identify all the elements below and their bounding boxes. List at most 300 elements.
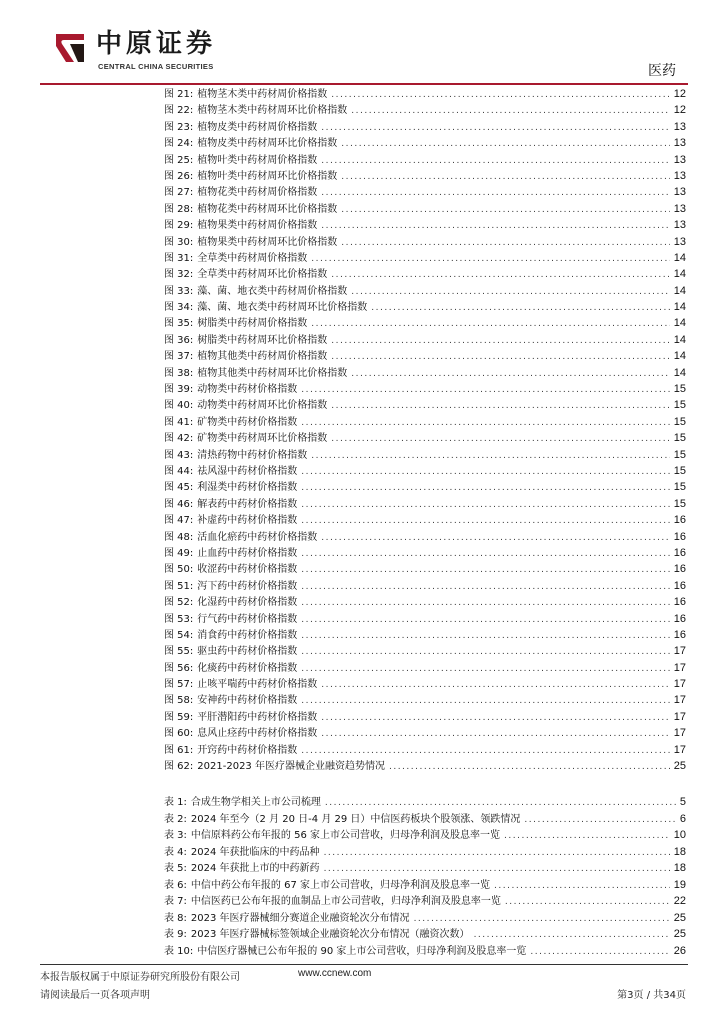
toc-entry-title: 行气药中药材价格指数 bbox=[197, 613, 298, 625]
toc-entry-number: 图 46: bbox=[164, 498, 194, 510]
toc-entry-page: 6 bbox=[679, 812, 686, 825]
toc-entry-page: 22 bbox=[673, 895, 686, 907]
toc-leader-dots bbox=[530, 944, 669, 960]
toc-entry-label bbox=[164, 431, 327, 446]
toc-entry-label bbox=[164, 795, 321, 811]
toc-entry-title: 中信原料药公布年报的 56 家上市公司营收，归母净利润及股息率一览 bbox=[190, 830, 501, 841]
toc-entry-page: 13 bbox=[673, 235, 686, 248]
toc-entry-label bbox=[164, 120, 317, 135]
toc-entry-page: 13 bbox=[673, 137, 686, 150]
toc-entry-label bbox=[164, 612, 297, 627]
toc-entry-page: 16 bbox=[673, 546, 686, 559]
toc-entry[interactable] bbox=[164, 414, 686, 430]
toc-entry-number: 图 22: bbox=[164, 105, 194, 117]
company-logo-icon bbox=[52, 30, 88, 66]
toc-entry-title: 2023 年医疗器械细分赛道企业融资轮次分布情况 bbox=[190, 912, 410, 924]
toc-entry-page: 14 bbox=[673, 268, 686, 281]
toc-entry-title: 开窍药中药材价格指数 bbox=[197, 744, 298, 756]
toc-leader-dots bbox=[301, 464, 669, 479]
toc-entry-page: 15 bbox=[673, 464, 686, 477]
toc-entry-label bbox=[164, 382, 297, 397]
toc-entry-number: 图 36: bbox=[164, 334, 194, 346]
toc-entry-page: 17 bbox=[673, 743, 686, 756]
toc-entry[interactable] bbox=[164, 184, 686, 200]
toc-leader-dots bbox=[311, 448, 669, 463]
toc-entry[interactable] bbox=[164, 397, 686, 413]
toc-entry-page: 15 bbox=[673, 448, 686, 461]
toc-entry-number: 图 34: bbox=[164, 302, 194, 314]
toc-entry-page: 18 bbox=[673, 845, 686, 858]
toc-entry-label bbox=[164, 546, 297, 561]
toc-entry-page: 14 bbox=[673, 317, 686, 330]
toc-entry-label bbox=[164, 828, 500, 844]
toc-entry-page: 14 bbox=[673, 350, 686, 363]
toc-entry-label bbox=[164, 812, 520, 828]
toc-leader-dots bbox=[341, 235, 669, 250]
toc-leader-dots bbox=[301, 661, 669, 676]
toc-entry-number: 图 27: bbox=[164, 187, 194, 199]
toc-entry-label bbox=[164, 284, 347, 299]
toc-entry-number: 图 21: bbox=[164, 89, 194, 100]
toc-entry-label bbox=[164, 185, 317, 200]
toc-entry[interactable] bbox=[164, 611, 686, 627]
toc-entry-title: 全草类中药材周价格指数 bbox=[197, 252, 308, 264]
toc-entry-page: 16 bbox=[673, 514, 686, 527]
toc-entry-title: 中信医药已公布年报的血制品上市公司营收，归母净利润及股息率一览 bbox=[190, 896, 501, 907]
toc-entry-number: 图 24: bbox=[164, 138, 194, 150]
toc-leader-dots bbox=[414, 911, 670, 927]
toc-entry-title: 祛风湿中药材价格指数 bbox=[197, 465, 298, 477]
toc-entry-title: 2024 年获批临床的中药品种 bbox=[190, 846, 320, 858]
toc-entry-label bbox=[164, 595, 297, 610]
toc-entry[interactable] bbox=[164, 725, 686, 741]
toc-entry-title: 2024 年至今（2 月 20 日-4 月 29 日）中信医药板块个股领涨、领跌情况 bbox=[190, 813, 521, 825]
toc-entry[interactable] bbox=[164, 594, 686, 610]
toc-entry-page: 15 bbox=[673, 497, 686, 510]
toc-entry-number: 图 31: bbox=[164, 252, 194, 264]
toc-entry-label bbox=[164, 911, 410, 927]
toc-entry-title: 平肝潜阳药中药材价格指数 bbox=[197, 711, 318, 723]
toc-entry[interactable] bbox=[164, 860, 686, 877]
toc-entry[interactable] bbox=[164, 119, 686, 135]
toc-entry[interactable] bbox=[164, 250, 686, 266]
toc-entry[interactable] bbox=[164, 463, 686, 479]
toc-entry-page: 14 bbox=[673, 366, 686, 379]
toc-entry-number: 图 28: bbox=[164, 203, 194, 215]
toc-entry-label bbox=[164, 480, 297, 495]
toc-entry-label bbox=[164, 726, 317, 741]
toc-entry-label bbox=[164, 878, 490, 894]
toc-leader-dots bbox=[341, 136, 669, 151]
toc-entry[interactable] bbox=[164, 692, 686, 708]
toc-leader-dots bbox=[301, 415, 669, 430]
toc-leader-dots bbox=[504, 828, 670, 844]
toc-entry-page: 17 bbox=[673, 727, 686, 740]
toc-entry-number: 图 29: bbox=[164, 220, 194, 232]
toc-leader-dots bbox=[301, 497, 669, 512]
toc-entry-number: 图 55: bbox=[164, 646, 194, 658]
toc-entry-title: 收涩药中药材价格指数 bbox=[197, 564, 298, 576]
toc-leader-dots bbox=[331, 87, 669, 102]
toc-leader-dots bbox=[341, 202, 669, 217]
toc-entry-label bbox=[164, 628, 297, 643]
figure-index bbox=[164, 86, 686, 774]
toc-entry[interactable] bbox=[164, 844, 686, 861]
toc-entry-label bbox=[164, 153, 317, 168]
toc-entry-label bbox=[164, 743, 297, 758]
toc-leader-dots bbox=[321, 185, 669, 200]
toc-leader-dots bbox=[324, 845, 670, 861]
toc-leader-dots bbox=[301, 743, 669, 758]
toc-entry-title: 树脂类中药材周环比价格指数 bbox=[197, 334, 328, 346]
toc-entry-title: 植物茎木类中药材周价格指数 bbox=[197, 89, 328, 100]
toc-leader-dots bbox=[321, 726, 669, 741]
toc-entry[interactable] bbox=[164, 365, 686, 381]
toc-entry-title: 2021-2023 年医疗器械企业融资趋势情况 bbox=[197, 761, 385, 773]
toc-entry-title: 植物果类中药材周环比价格指数 bbox=[197, 236, 338, 248]
toc-entry[interactable] bbox=[164, 627, 686, 643]
toc-entry-page: 13 bbox=[673, 202, 686, 215]
toc-entry-number: 图 25: bbox=[164, 154, 194, 166]
toc-entry-label bbox=[164, 300, 367, 315]
toc-leader-dots bbox=[301, 595, 669, 610]
footer-page-number: 第3页 / 共34页 bbox=[617, 990, 686, 1001]
toc-entry-title: 矿物类中药材价格指数 bbox=[197, 416, 298, 428]
toc-entry-title: 中信中药公布年报的 67 家上市公司营收，归母净利润及股息率一览 bbox=[190, 879, 491, 891]
toc-entry[interactable] bbox=[164, 299, 686, 315]
toc-leader-dots bbox=[321, 218, 669, 233]
toc-leader-dots bbox=[301, 644, 669, 659]
toc-entry-page: 10 bbox=[673, 829, 686, 841]
toc-entry-page: 13 bbox=[673, 169, 686, 182]
toc-leader-dots bbox=[311, 316, 669, 331]
toc-entry-title: 补虚药中药材价格指数 bbox=[197, 515, 298, 527]
toc-entry-title: 植物其他类中药材周环比价格指数 bbox=[197, 367, 348, 379]
toc-entry-title: 2023 年医疗器械标签领域企业融资轮次分布情况（融资次数） bbox=[190, 929, 470, 940]
toc-entry-label bbox=[164, 235, 337, 250]
toc-entry-number: 图 57: bbox=[164, 679, 194, 691]
toc-entry[interactable] bbox=[164, 811, 686, 828]
toc-entry-page: 14 bbox=[673, 284, 686, 297]
toc-entry-number: 图 59: bbox=[164, 711, 194, 723]
toc-entry-page: 17 bbox=[673, 710, 686, 723]
toc-entry-label bbox=[164, 759, 385, 774]
toc-leader-dots bbox=[331, 349, 669, 364]
toc-entry-page: 16 bbox=[673, 530, 686, 543]
toc-entry[interactable] bbox=[164, 479, 686, 495]
toc-entry-title: 安神药中药材价格指数 bbox=[197, 695, 298, 707]
toc-entry[interactable] bbox=[164, 794, 686, 811]
section-title: 医药 bbox=[648, 63, 676, 79]
toc-entry[interactable] bbox=[164, 529, 686, 545]
toc-entry-label bbox=[164, 693, 297, 708]
toc-entry-label bbox=[164, 202, 337, 217]
toc-entry[interactable] bbox=[164, 348, 686, 364]
toc-entry-page: 25 bbox=[673, 760, 686, 773]
toc-entry-label bbox=[164, 218, 317, 233]
toc-entry-label bbox=[164, 562, 297, 577]
toc-entry-label bbox=[164, 415, 297, 430]
toc-leader-dots bbox=[524, 812, 675, 828]
toc-entry-number: 图 38: bbox=[164, 367, 194, 379]
toc-entry[interactable] bbox=[164, 201, 686, 217]
toc-entry[interactable] bbox=[164, 512, 686, 528]
toc-leader-dots bbox=[389, 759, 670, 774]
toc-entry-label bbox=[164, 448, 307, 463]
toc-entry-title: 清热药物中药材价格指数 bbox=[197, 449, 308, 461]
footer-copyright: 本报告版权属于中原证券研究所股份有限公司 bbox=[40, 972, 240, 983]
toc-entry-number: 图 47: bbox=[164, 515, 194, 527]
toc-entry-number: 图 52: bbox=[164, 597, 194, 609]
toc-entry[interactable] bbox=[164, 283, 686, 299]
toc-entry-page: 16 bbox=[673, 628, 686, 641]
toc-entry-title: 止咳平喘药中药材价格指数 bbox=[197, 679, 318, 691]
table-index bbox=[164, 794, 686, 959]
toc-leader-dots bbox=[325, 795, 676, 811]
toc-entry-page: 15 bbox=[673, 415, 686, 428]
toc-leader-dots bbox=[301, 612, 669, 627]
toc-entry[interactable] bbox=[164, 676, 686, 692]
toc-entry-number: 图 56: bbox=[164, 662, 194, 674]
toc-entry-page: 13 bbox=[673, 120, 686, 133]
toc-entry-page: 14 bbox=[673, 251, 686, 264]
toc-entry-page: 15 bbox=[673, 481, 686, 494]
toc-entry-title: 植物果类中药材周价格指数 bbox=[197, 220, 318, 232]
toc-entry-number: 图 58: bbox=[164, 695, 194, 707]
toc-entry-title: 2024 年获批上市的中药新药 bbox=[190, 863, 320, 874]
toc-entry-title: 植物叶类中药材周环比价格指数 bbox=[197, 170, 338, 182]
footer-url-link[interactable]: www.ccnew.com bbox=[298, 968, 372, 979]
toc-entry-label bbox=[164, 103, 347, 118]
toc-entry-label bbox=[164, 710, 317, 725]
toc-entry-number: 表 5: bbox=[164, 863, 187, 874]
toc-entry-label bbox=[164, 316, 307, 331]
toc-entry-number: 表 7: bbox=[164, 896, 187, 907]
toc-entry-label bbox=[164, 169, 337, 184]
toc-entry[interactable] bbox=[164, 135, 686, 151]
toc-entry-page: 16 bbox=[673, 563, 686, 576]
toc-entry-title: 消食药中药材价格指数 bbox=[197, 629, 298, 641]
toc-entry-title: 植物皮类中药材周价格指数 bbox=[197, 121, 318, 133]
toc-leader-dots bbox=[321, 120, 669, 135]
toc-entry-title: 植物叶类中药材周价格指数 bbox=[197, 154, 318, 166]
toc-entry[interactable] bbox=[164, 578, 686, 594]
toc-entry-title: 驱虫药中药材价格指数 bbox=[197, 646, 298, 658]
toc-entry[interactable] bbox=[164, 910, 686, 927]
toc-entry-number: 图 50: bbox=[164, 564, 194, 576]
toc-entry-title: 息风止痉药中药材价格指数 bbox=[197, 728, 318, 740]
toc-leader-dots bbox=[341, 169, 669, 184]
toc-entry-page: 25 bbox=[673, 911, 686, 924]
toc-entry-number: 图 54: bbox=[164, 629, 194, 641]
toc-entry-label bbox=[164, 333, 327, 348]
toc-entry[interactable] bbox=[164, 381, 686, 397]
toc-entry[interactable] bbox=[164, 926, 686, 943]
toc-entry-label bbox=[164, 136, 337, 151]
toc-entry-page: 26 bbox=[673, 944, 686, 957]
toc-entry-page: 17 bbox=[673, 645, 686, 658]
toc-leader-dots bbox=[371, 300, 669, 315]
toc-entry[interactable] bbox=[164, 102, 686, 118]
toc-leader-dots bbox=[301, 579, 669, 594]
toc-entry[interactable] bbox=[164, 758, 686, 774]
toc-entry[interactable] bbox=[164, 332, 686, 348]
toc-entry[interactable] bbox=[164, 643, 686, 659]
toc-entry[interactable] bbox=[164, 660, 686, 676]
toc-entry-number: 图 37: bbox=[164, 351, 194, 363]
toc-entry[interactable] bbox=[164, 86, 686, 102]
toc-entry-number: 图 53: bbox=[164, 613, 194, 625]
toc-entry-title: 利湿类中药材价格指数 bbox=[197, 482, 298, 494]
toc-entry[interactable] bbox=[164, 545, 686, 561]
logo-wordmark-cn: 中原证券 bbox=[96, 29, 217, 59]
toc-entry-page: 13 bbox=[673, 219, 686, 232]
toc-entry[interactable] bbox=[164, 152, 686, 168]
toc-entry-label bbox=[164, 398, 327, 413]
toc-entry-label bbox=[164, 464, 297, 479]
toc-entry-label bbox=[164, 513, 297, 528]
toc-leader-dots bbox=[301, 693, 669, 708]
toc-entry-number: 图 35: bbox=[164, 318, 194, 330]
toc-entry-label bbox=[164, 349, 327, 364]
toc-entry-page: 16 bbox=[673, 612, 686, 625]
toc-entry-page: 12 bbox=[673, 104, 686, 117]
toc-entry-number: 表 9: bbox=[164, 929, 187, 940]
toc-leader-dots bbox=[321, 153, 669, 168]
toc-entry-title: 矿物类中药材周环比价格指数 bbox=[197, 433, 328, 445]
toc-entry-number: 图 51: bbox=[164, 580, 194, 592]
toc-entry-number: 图 45: bbox=[164, 482, 194, 494]
toc-entry-label bbox=[164, 845, 320, 861]
toc-entry[interactable] bbox=[164, 709, 686, 725]
toc-entry-number: 图 26: bbox=[164, 170, 194, 182]
toc-entry-label bbox=[164, 366, 347, 381]
toc-entry-page: 5 bbox=[679, 796, 686, 808]
toc-entry[interactable] bbox=[164, 430, 686, 446]
toc-entry[interactable] bbox=[164, 266, 686, 282]
toc-leader-dots bbox=[331, 267, 669, 282]
toc-entry-title: 植物茎木类中药材周环比价格指数 bbox=[197, 105, 348, 117]
toc-leader-dots bbox=[351, 284, 669, 299]
toc-entry[interactable] bbox=[164, 561, 686, 577]
toc-entry-label bbox=[164, 894, 501, 910]
toc-entry-number: 表 1: bbox=[164, 797, 187, 808]
toc-entry-number: 表 8: bbox=[164, 912, 187, 924]
toc-entry[interactable] bbox=[164, 893, 686, 910]
toc-entry-number: 表 2: bbox=[164, 813, 187, 825]
toc-leader-dots bbox=[311, 251, 669, 266]
toc-entry[interactable] bbox=[164, 217, 686, 233]
toc-entry-title: 合成生物学相关上市公司梳理 bbox=[190, 797, 321, 808]
toc-leader-dots bbox=[321, 710, 669, 725]
toc-entry-label bbox=[164, 579, 297, 594]
toc-entry-title: 植物皮类中药材周环比价格指数 bbox=[197, 138, 338, 150]
toc-entry-title: 动物类中药材周环比价格指数 bbox=[197, 400, 328, 412]
toc-entry-title: 植物花类中药材周价格指数 bbox=[197, 187, 318, 199]
footer-disclaimer: 请阅读最后一页各项声明 bbox=[40, 990, 150, 1001]
toc-entry-number: 图 62: bbox=[164, 761, 194, 773]
toc-entry-page: 18 bbox=[673, 862, 686, 874]
toc-leader-dots bbox=[324, 861, 670, 877]
toc-entry[interactable] bbox=[164, 315, 686, 331]
toc-entry-title: 植物花类中药材周环比价格指数 bbox=[197, 203, 338, 215]
toc-entry-number: 图 43: bbox=[164, 449, 194, 461]
toc-leader-dots bbox=[301, 382, 669, 397]
toc-entry-label bbox=[164, 530, 317, 545]
toc-leader-dots bbox=[301, 562, 669, 577]
toc-leader-dots bbox=[351, 366, 669, 381]
toc-entry-title: 止血药中药材价格指数 bbox=[197, 547, 298, 559]
toc-entry-number: 图 30: bbox=[164, 236, 194, 248]
toc-entry[interactable] bbox=[164, 234, 686, 250]
toc-entry[interactable] bbox=[164, 496, 686, 512]
toc-entry[interactable] bbox=[164, 168, 686, 184]
toc-entry-title: 植物其他类中药材周价格指数 bbox=[197, 351, 328, 363]
toc-entry-title: 泻下药中药材价格指数 bbox=[197, 580, 298, 592]
toc-entry-title: 动物类中药材价格指数 bbox=[197, 384, 298, 396]
toc-leader-dots bbox=[331, 398, 669, 413]
toc-entry-title: 解表药中药材价格指数 bbox=[197, 498, 298, 510]
toc-entry-number: 图 40: bbox=[164, 400, 194, 412]
logo-wordmark-en: CENTRAL CHINA SECURITIES bbox=[98, 62, 214, 71]
toc-entry-number: 图 49: bbox=[164, 547, 194, 559]
toc-entry-label bbox=[164, 251, 307, 266]
toc-entry-label bbox=[164, 677, 317, 692]
toc-entry[interactable] bbox=[164, 827, 686, 844]
toc-entry-number: 表 6: bbox=[164, 879, 187, 891]
toc-entry-number: 图 60: bbox=[164, 728, 194, 740]
toc-leader-dots bbox=[494, 878, 670, 894]
toc-entry[interactable] bbox=[164, 877, 686, 894]
toc-entry-page: 14 bbox=[673, 333, 686, 346]
toc-entry-number: 图 33: bbox=[164, 285, 194, 297]
toc-leader-dots bbox=[321, 677, 669, 692]
toc-entry[interactable] bbox=[164, 447, 686, 463]
toc-leader-dots bbox=[301, 628, 669, 643]
toc-entry-number: 表 10: bbox=[164, 945, 194, 957]
toc-entry-title: 中信医疗器械已公布年报的 90 家上市公司营收，归母净利润及股息率一览 bbox=[197, 945, 527, 957]
toc-entry-page: 16 bbox=[673, 596, 686, 609]
toc-entry-page: 12 bbox=[673, 88, 686, 100]
toc-entry-title: 化痰药中药材价格指数 bbox=[197, 662, 298, 674]
toc-entry-number: 图 23: bbox=[164, 121, 194, 133]
toc-entry-title: 化湿药中药材价格指数 bbox=[197, 597, 298, 609]
toc-leader-dots bbox=[331, 431, 669, 446]
toc-entry-title: 藻、菌、地衣类中药材周环比价格指数 bbox=[197, 302, 368, 314]
toc-entry-number: 表 4: bbox=[164, 846, 187, 858]
toc-entry-label bbox=[164, 861, 320, 877]
toc-entry-number: 图 48: bbox=[164, 531, 194, 543]
toc-leader-dots bbox=[301, 480, 669, 495]
toc-entry[interactable] bbox=[164, 943, 686, 960]
toc-entry-number: 图 32: bbox=[164, 269, 194, 281]
page-header bbox=[40, 0, 688, 84]
toc-entry-page: 15 bbox=[673, 432, 686, 445]
toc-entry-page: 13 bbox=[673, 186, 686, 199]
toc-entry-label bbox=[164, 927, 470, 943]
toc-leader-dots bbox=[331, 333, 669, 348]
toc-entry-number: 图 41: bbox=[164, 416, 194, 428]
toc-entry-number: 图 39: bbox=[164, 384, 194, 396]
toc-entry-page: 17 bbox=[673, 661, 686, 674]
toc-entry[interactable] bbox=[164, 742, 686, 758]
toc-entry-label bbox=[164, 944, 526, 960]
toc-entry-number: 图 61: bbox=[164, 744, 194, 756]
toc-entry-title: 树脂类中药材周价格指数 bbox=[197, 318, 308, 330]
toc-entry-page: 16 bbox=[673, 579, 686, 592]
toc-entry-page: 15 bbox=[673, 383, 686, 396]
toc-entry-page: 17 bbox=[673, 694, 686, 707]
